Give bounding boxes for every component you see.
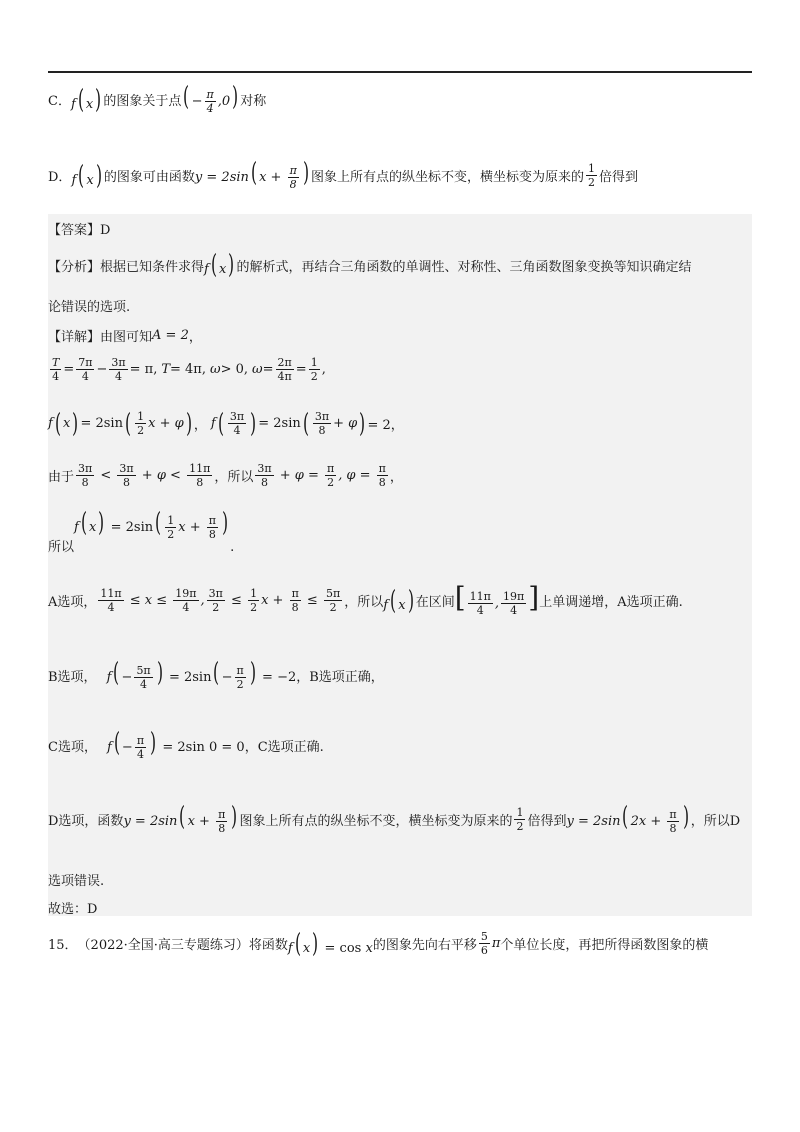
detail-line: 【详解】 由图可知 A = 2 ， xyxy=(48,328,202,345)
point-expression: ( − $\frac{\pi}{4}$ ,0) xyxy=(183,82,239,115)
option-a-solution: A选项， $\frac{11\pi}{4}$ ≤ x ≤ $\frac{19\pi}{4}$ , $\frac{3\pi}{2}$ ≤ $\frac{1}{2}$ x + $\frac{\pi}{8}$ ≤ $\frac{5\pi}{2}$ ，所以 f( x) 在区间 [ $\frac{11\pi}{4}$ , $\frac{19\pi}{4}$ ] 上单调递增，A选项正确. xyxy=(48,581,683,617)
option-b-solution: B选项， f( − $\frac{5\pi}{4}$ ) = 2sin( − $\frac{\pi}{2}$ ) = −2 ，B选项正确， xyxy=(48,658,384,691)
option-c-solution: C选项， f( − $\frac{\pi}{4}$ ) = 2sin 0 = 0 ，C选项正确. xyxy=(48,728,324,761)
final-formula: 所以 f( x) = 2sin( $\frac{1}{2}$ x + $\frac{\pi}{8}$ ) . xyxy=(48,508,235,555)
period-equation: $\frac{T}{4}$ = $\frac{7\pi}{4}$ − $\frac{3\pi}{4}$ = π, T = 4π, ω > 0, ω = $\frac{2\pi}{4\pi}$ = $\frac{1}{2}$ , xyxy=(52,356,326,383)
fx-equation: f ( x ) = 2sin ( $\frac{1}{2}$ x + φ ) ， f ( $\frac{3\pi}{4}$ ) = 2sin ( $\frac{3\pi}{8}$ + φ ) = 2， xyxy=(48,408,404,439)
answer-line: 【答案】D xyxy=(48,223,111,238)
analysis-line-2: 论错误的选项. xyxy=(48,300,131,315)
option-d-solution-2: 选项错误. xyxy=(48,874,105,889)
header-rule xyxy=(48,71,752,73)
choice-line: 故选：D xyxy=(48,902,98,917)
analysis-line: 【分析】 根据已知条件求得 f( x) 的解析式，再结合三角函数的单调性、对称性、三角函数图象变换等知识确定结 xyxy=(48,250,692,280)
half-fraction: $\frac{1}{2}$ xyxy=(587,162,595,189)
option-d-solution: D选项，函数 y = 2sin( x + $\frac{\pi}{8}$ ) 图象上所有点的纵坐标不变，横坐标变为原来的 $\frac{1}{2}$ 倍得到 y = 2sin( 2x + $\frac{\pi}{8}$ ) ，所以D xyxy=(48,802,741,835)
option-c-statement: C． f( x) 的图象关于点 ( − $\frac{\pi}{4}$ ,0) 对称 xyxy=(48,82,267,115)
function-expression: y = 2sin( x + $\frac{\pi}{8}$ ) xyxy=(194,158,309,191)
fx-symbol: f( x) xyxy=(70,84,102,115)
option-d-statement: D． f( x) 的图象可由函数 y = 2sin( x + $\frac{\pi}{8}$ ) 图象上所有点的纵坐标不变，横坐标变为原来的 $\frac{1}{2}$ 倍得到 xyxy=(48,158,638,191)
question-15: 15． （2022·全国·高三专题练习） 将函数 f( x) = cos x 的图象先向右平移 $\frac{5}{6}$ π 个单位长度，再把所得函数图象的横 xyxy=(48,928,709,959)
phi-derivation: 由于 $\frac{3\pi}{8}$ < $\frac{3\pi}{8}$ + φ < $\frac{11\pi}{8}$ ，所以 $\frac{3\pi}{8}$ + φ = $\frac{\pi}{2}$ , φ = $\frac{\pi}{8}$ ， xyxy=(48,462,403,489)
